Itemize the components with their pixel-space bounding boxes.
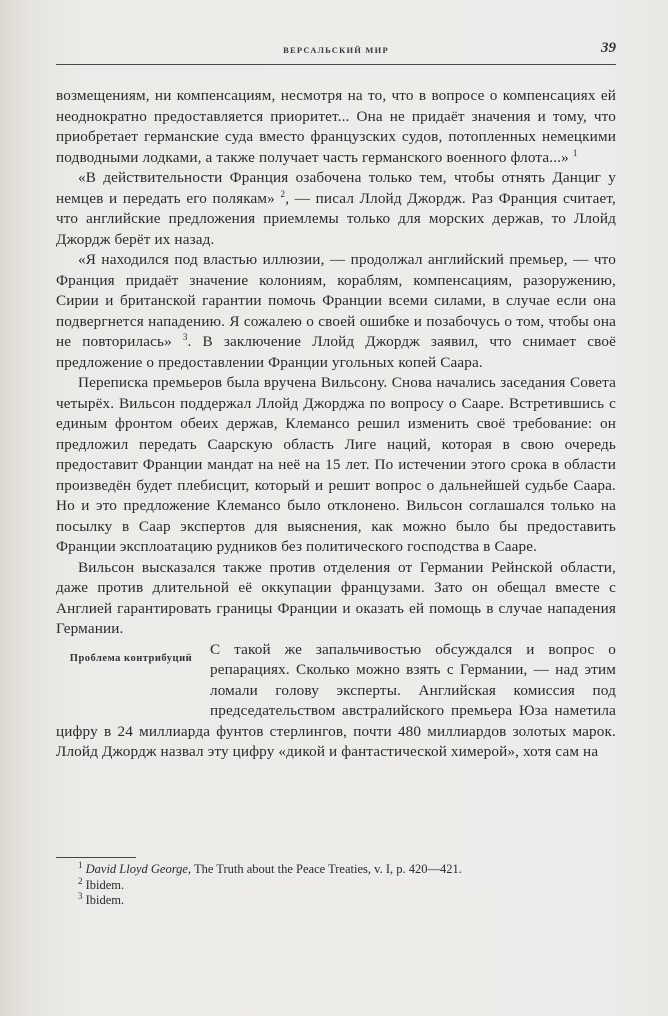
- header-rule: [56, 64, 616, 65]
- running-head: [56, 40, 616, 60]
- footnote-3: $^3$ Ibidem.: [78, 890, 125, 907]
- paragraph-4: Переписка премьеров была вручена Вильсону. Снова начались заседания Совета четырёх. Вильсон поддержал Ллойд Джорджа по вопросу о Сааре. Встретившись с единым фронтом обеих держав, Клемансо решил изменить своё требование: он предложил передать Саарскую область Лиге наций, которая в свою очередь предоставит Франции мандат на неё на 15 лет. По истечении этого срока в области произведён будет плебисцит, который и решит вопрос о дальнейшей судьбе Саара. Но и это предложение Клемансо было отклонено. Вильсон соглашался только на посылку в Саар экспертов для выяснения, как можно было бы предоставить Франции эксплоатацию рудников без политического господства в Сааре.: [56, 374, 616, 555]
- page-number: 39: [601, 40, 616, 56]
- margin-note: Проблема контрибуций: [69, 652, 193, 664]
- paragraph-3: «Я находился под властью иллюзии, — продолжал английский премьер, — что Франция придаёт значение колониям, кораблям, компенсациям, разоружению, Сирии и британской гарантии помочь Франции всеми силами, в случае если она подвергнется нападению. Я сожалею о своей ошибке и позабочусь о том, чтобы она не повторилась» $^3$. В заключение Ллойд Джордж заявил, что снимает своё предложение о предоставлении Франции угольных копей Саара.: [56, 251, 616, 371]
- paragraph-5: Вильсон высказался также против отделения от Германии Рейнской области, даже против длительной её оккупации французами. Зато он обещал вместе с Англией гарантировать границы Франции и оказать ей помощь в случае нападения Германии.: [56, 558, 616, 637]
- footnote-ref: 1: [572, 147, 578, 158]
- footnote-ref: 3: [182, 331, 188, 342]
- paragraph-1: возмещениям, ни компенсациям, несмотря на то, что в вопросе о компенсациях ей неоднократно предоставляется приоритет... Она не придаёт значения и тому, что приобретает германские суда вместо французских судов, потопленных немецкими подводными лодками, а также получает часть германского военного флота...» $^1$: [56, 87, 616, 166]
- footnote-2: $^2$ Ibidem.: [78, 875, 125, 892]
- footnote-ref: 2: [280, 188, 286, 199]
- paragraph-2: «В действительности Франция озабочена только тем, чтобы отнять Данциг у немцев и передать его полякам» $^2$, — писал Ллойд Джордж. Раз Франция считает, что английские предложения приемлемы только для морских держав, то Ллойд Джордж берёт их назад.: [56, 169, 617, 248]
- footnote-rule: [56, 857, 136, 858]
- footnote-author: David Lloyd George,: [85, 862, 192, 876]
- body-text: [56, 86, 616, 763]
- footnote-1: $^1$ David Lloyd George, The Truth about the Peace Treaties, v. I, p. 420—421.: [78, 859, 462, 876]
- footnotes: [56, 859, 616, 909]
- running-title: ВЕРСАЛЬСКИЙ МИР: [283, 45, 389, 55]
- paragraph-6: Проблема контрибуций С такой же запальчивостью обсуждался и вопрос о репарациях. Сколько можно взять с Германии, — над этим ломали голову эксперты. Английская комиссия под председательством австралийского премьера Юза наметила цифру в 24 миллиарда фунтов стерлингов, почти 480 миллиардов золотых марок. Ллойд Джордж назвал эту цифру «дикой и фантастической химерой», хотя сам на: [56, 640, 616, 760]
